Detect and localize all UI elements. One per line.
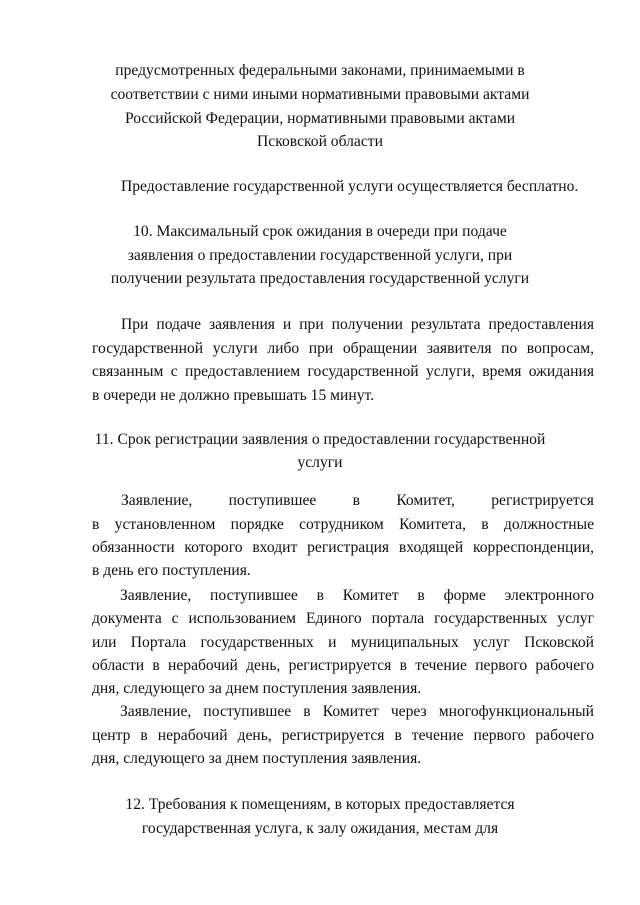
paragraph-11c-line-3: дня, следующего за днем поступления заявления. [92,750,422,767]
paragraph-11a-line-3: обязанности которого входит регистрация входящей корреспонденции, [92,539,594,556]
word: в [352,492,361,509]
word: регистрируется [491,492,594,509]
paragraph-11b-line-2: документа с использованием Единого портала государственных услуг [92,610,594,627]
block1-line-2: соответствии с ними иными нормативными правовыми актами [110,86,530,103]
paragraph-11a-line-1 [121,491,594,511]
paragraph-free-of-charge: Предоставление государственной услуги осуществляется бесплатно. [121,178,579,195]
block1-line-3: Российской Федерации, нормативными правовыми актами [124,110,516,127]
paragraph-11a-line-4: в день его поступления. [92,562,251,579]
heading-10-line-2: заявления о предоставлении государственной услуги, при [127,247,513,264]
block1-line-4: Псковской области [257,133,383,150]
heading-10-line-1: 10. Максимальный срок ожидания в очереди при подаче [133,223,507,240]
heading-11-line-2: услуги [297,454,343,471]
paragraph-11c-line-2: центр в нерабочий день, регистрируется в течение первого рабочего [92,727,594,744]
word: Комитет, [396,492,455,509]
heading-10-line-3: получении результата предоставления государственной услуги [110,270,530,287]
paragraph-11a-line-2: в установленном порядке сотрудником Комитета, в должностные [92,516,594,533]
word: Заявление, [121,492,193,509]
word: поступившее [228,492,317,509]
paragraph-11c-line-1: Заявление, поступившее в Комитет через многофункциональный [120,703,594,720]
paragraph-10-line-2: государственной услуги либо при обращении заявителя по вопросам, [92,340,594,357]
paragraph-11b-line-5: дня, следующего за днем поступления заявления. [92,680,422,697]
paragraph-11b-line-4: области в нерабочий день, регистрируется в течение первого рабочего [92,657,594,674]
heading-11-line-1: 11. Срок регистрации заявления о предоставлении государственной [94,431,546,448]
block1-line-1: предусмотренных федеральными законами, принимаемыми в [115,62,525,79]
heading-12-line-1: 12. Требования к помещениям, в которых предоставляется [125,796,515,813]
paragraph-11b-line-3: или Портала государственных и муниципальных услуг Псковской [92,634,594,651]
paragraph-10-line-4: в очереди не должно превышать 15 минут. [92,387,375,404]
heading-12-line-2: государственная услуга, к залу ожидания, местам для [141,820,499,837]
paragraph-11b-line-1: Заявление, поступившее в Комитет в форме электронного [120,587,594,604]
paragraph-10-line-1: При подаче заявления и при получении результата предоставления [121,316,594,333]
paragraph-10-line-3: связанным с предоставлением государственной услуги, время ожидания [92,363,594,380]
